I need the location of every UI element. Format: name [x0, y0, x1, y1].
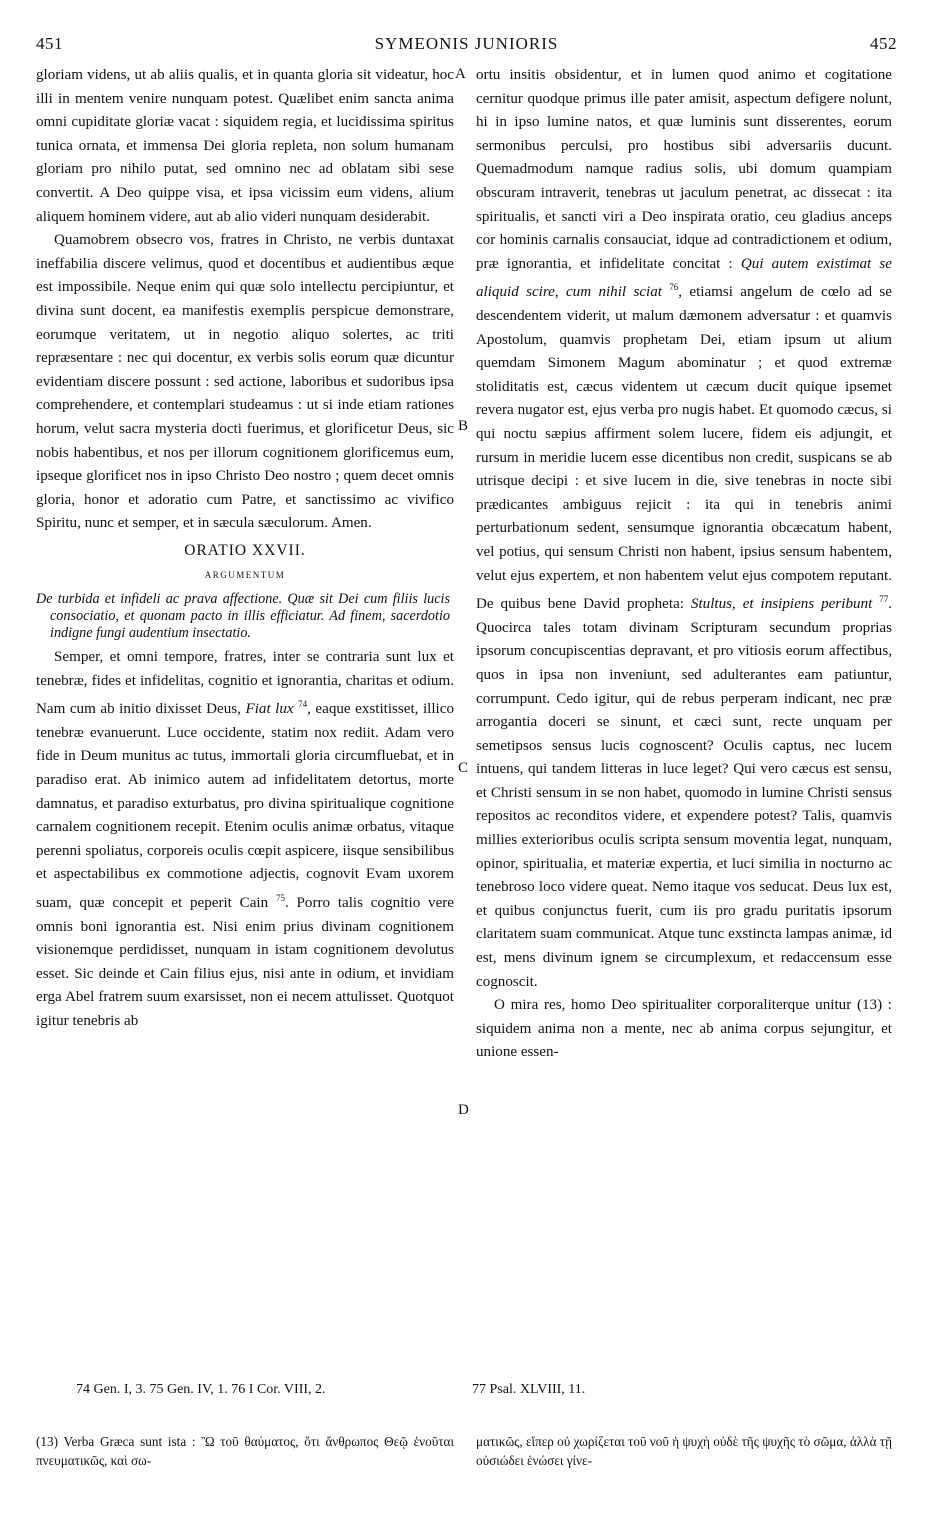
page-number-left: 451	[36, 34, 63, 53]
footnote-ref-77: 77	[879, 594, 889, 605]
margin-marker-a: A	[455, 66, 466, 82]
argument-label: ARGUMENTUM	[204, 570, 286, 581]
paragraph-ortu-insitis	[476, 64, 892, 994]
running-title: SYMEONIS JUNIORIS	[374, 34, 559, 53]
paragraph-ortu-part-c: . Quocirca tales totam divinam Scripturam secundum proprias ipsorum concupiscentias depravant, et pro vitiosis eorum affectibus, quos in ipsa non inveniunt, sed adulterantes eam patiuntur, corrumpunt. Cedo igitur, qui de rebus perperam indicant, nec præ arrogantia doceri se sinunt, et cæci sunt, recte unquam per semetipsos sensus lucis cognoscent? Oculis captus, nec lucem intuens, qui tandem litteras in luce leget? Qui vero cæcus est sensu, et Christi sensum in se non habet, quomodo in lumine Christi sensus repositos ac reconditos videre, et expendere potest? Talis, quamvis millies exterioribus oculis scripta sensum moventia legat, nunquam, opinor, spiritualia, et materiæ expertia, et luci similia in nocturno ac tenebroso loco videre queat. Nemo itaque vos seducat. Deus lux est, et quibus conjunctus fuerit, cum iis pro gradu puritatis ipsorum claritatem suam communicat. Atque tunc exstincta lampas animæ, id est, mens divinum ignem se circumplexum, et redaccensum esse cognoscit.	[476, 596, 892, 990]
running-header	[36, 34, 897, 60]
greek-note-left: (13) Verba Græca sunt ista : Ὢ τοῦ θαύματος, ὅτι ἄνθρωπος Θεῷ ἑνοῦται πνευματικῶς, καὶ σω-	[36, 1434, 454, 1468]
quote-stultus: Stultus, et insipiens peribunt	[690, 596, 873, 613]
paragraph-ortu-part-b: , etiamsi angelum de cœlo ad se descendentem viderit, ut malum dæmonem adversatur : et quamvis Apostolum, quamvis prophetam Dei, etiam ipsum ut alium quemdam Simonem Magum abominatur ; et quod extremæ stoliditatis est, cæcus videntem ut cæcum ducit quique ipsemet revera nugator est, ejus verba pro nugis habet. Et quomodo cæcus, si qui noctu sæpius affirment solem lucere, fidem eis adjungit, et rursum in meridie lucem esse dicentibus non credit, suspicans se ab utrisque decipi : et sive lucem in die, sive tenebras in nocte sibi prædicantes ambiguus rejicit : ita qui in tenebris animi perturbationum sedent, sensumque ignorantia obcæcatum habent, vel potius, qui sensum Christi non habent, ipsius sensum habentem, velut ejus expertem, et non habentem velut ejus compotem reputant. De quibus bene David propheta:	[476, 284, 892, 613]
margin-marker-c: C	[458, 760, 469, 776]
greek-note-right: ματικῶς, εἴπερ οὐ χωρίζεται τοῦ νοῦ ἡ ψυχὴ οὐδὲ τῆς ψυχῆς τὸ σῶμα, ἀλλὰ τῇ οὐσιώδει ἑνώσει γίνε-	[476, 1434, 892, 1468]
right-column	[476, 64, 892, 1065]
footnote-ref-75: 75	[275, 893, 285, 904]
footnote-refs-left: 74 Gen. I, 3. 75 Gen. IV, 1. 76 I Cor. VIII, 2.	[76, 1382, 326, 1397]
margin-marker-d: D	[458, 1102, 469, 1118]
quote-qui-autem: Qui autem existimat se aliquid scire, cum nihil sciat	[476, 255, 892, 301]
oratio-title: ORATIO XXVII.	[184, 541, 306, 559]
paragraph-semper-part-b: , eaque exstitisset, illico tenebræ evanuerunt. Luce occidente, statim nox rediit. Adam vero fide in Deum munitus ac tutus, immortali gloria circumfluebat, et in paradiso erat. Ab inimico autem ad infidelitatem detortus, morte damnatus, et paradiso exturbatus, pro divina spiritualique cognitione carnalem cognitionem recepit. Etenim oculis animæ orbatus, vitaque perenni spoliatus, corporeis oculis cœpit aspicere, iisque sensibilibus et aspectabilibus ex commotione adjectis, cognovit Evam uxorem suam, quæ concepit et peperit Cain	[36, 701, 454, 912]
paragraph-ortu-part-a: ortu insitis obsidentur, et in lumen quod animo et cogitatione cernitur quodque primus ille pater amisit, aspectum defigere nolunt, hi in ipso lumine natos, et quæ luminis sunt disserentes, eorum sermonibus perculsi, pro hostibus sibi adversariis ducunt. Quemadmodum namque radius solis, ubi domum quampiam obscuram intraverit, tenebras ut jaculum penetrat, ac dissecat : ita spiritualis, et sancti viri a Deo inspirata oratio, ceu gladius anceps cor hominis carnalis consauciat, idque ad contradictionem et odium, præ ignorantia, et infidelitate concitat :	[476, 67, 892, 272]
paragraph-o-mira-res: O mira res, homo Deo spiritualiter corporaliterque unitur (13) : siquidem anima non a mente, nec ab anima corpus sejungitur, et unione essen-	[476, 997, 892, 1061]
paragraph-quamobrem: Quamobrem obsecro vos, fratres in Christo, ne verbis duntaxat ineffabilia discere velimus, quod et docentibus et audientibus æque est impossibile. Neque enim qui quæ solo intellectu percipiuntur, et divina sunt docent, ea manifestis exemplis perspicue demonstrare, eorumque veritatem, ut in negotio aliquo solertes, ac triti repræsentare : nec qui docentur, ex verbis solis eorum quæ dicuntur evidentiam discere possunt : sed actione, laboribus et sudoribus ipsa comprehendere, et contemplari studeamus : ut si inde etiam rationes horum, velut sacra mysteria docti fuerimus, et glorificetur Deus, sic nobis habentibus, et nos per illorum cognitionem glorificemus eum, ipseque glorificet nos in ipso Christo Deo nostro ; quem decet omnis gloria, honor et adoratio cum Patre, et sanctissimo ac vivifico Spiritu, nunc et semper, et in sæcula sæculorum. Amen.	[36, 232, 454, 532]
page-number-right: 452	[870, 34, 897, 53]
footnote-ref-76: 76	[669, 282, 679, 293]
paragraph-semper-part-a: Semper, et omni tempore, fratres, inter se contraria sunt lux et tenebræ, fides et infidelitas, cognitio et ignorantia, charitas et odium. Nam cum ab initio dixisset Deus,	[36, 649, 454, 718]
footnote-ref-74: 74	[298, 699, 308, 710]
argument-summary: De turbida et infideli ac prava affectione. Quæ sit Dei cum filiis lucis consociatio, et quonam pacto in illis efficiatur. Ad finem, sacerdotio indigne fungi audentium insectatio.	[36, 591, 450, 642]
quote-fiat-lux: Fiat lux	[245, 701, 294, 718]
paragraph-semper-part-c: . Porro talis cognitio vere omnis boni ignorantia est. Nisi enim prius divinam cognitionem visionemque perdidisset, nunquam in istam cognitionem devolutus esset. Sic deinde et Cain filius ejus, nisi ante in odium, et invidiam erga Abel fratrem suum exarsisset, non ei necem attulisset. Quotquot igitur tenebris ab	[36, 895, 454, 1030]
paragraph-gloriam-videns: gloriam videns, ut ab aliis qualis, et in quanta gloria sit videatur, hoc illi in mentem venire nunquam potest. Quælibet enim sancta anima omni cupiditate gloriæ vacat : siquidem regia, et lucidissima spiritus tunica ornata, et immensa Dei gloria repleta, non solum humanam gloriam pro nihilo putat, sed omnino nec ad oblatam sibi sese convertit. A Deo quippe visa, et ipsa vicissim eum videns, alium aliquem hominem videre, aut ab alio videri nunquam desiderabit.	[36, 67, 454, 225]
footnote-refs-right: 77 Psal. XLVIII, 11.	[472, 1382, 586, 1397]
paragraph-semper	[36, 646, 454, 1034]
left-column	[36, 64, 454, 1034]
margin-marker-b: B	[458, 418, 469, 434]
